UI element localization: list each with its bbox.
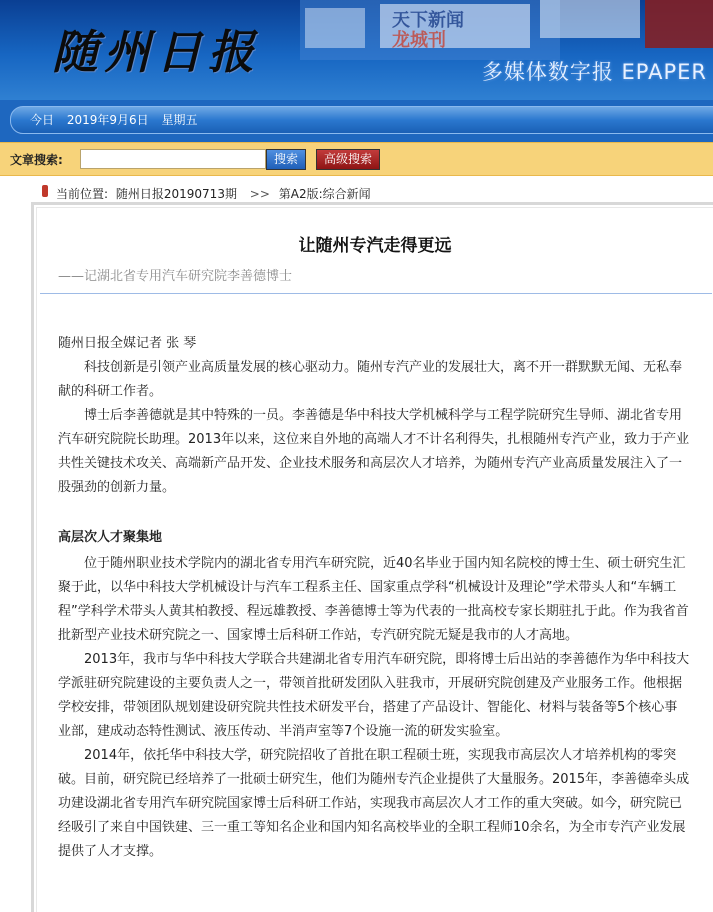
advanced-search-button[interactable]: 高级搜索: [316, 149, 380, 170]
article-search-bar: [0, 142, 713, 176]
today-label: 今日: [30, 113, 55, 127]
breadcrumb-text: [56, 185, 375, 202]
article-title: 让随州专汽走得更远: [298, 236, 452, 256]
article-paragraph: 2013年，我市与华中科技大学联合共建湖北省专用汽车研究院，即将博士后出站的李善德作为华中科技大学派驻研究院建设的主要负责人之一，带领首批研发团队入驻我市，开展研究院创建及产业服务工作。他根据学校安排，带领团队规划建设研究院共性技术研发平台，搭建了产品设计、智能化、材料与装备等5个核心事业部，建成动态特性测试、液压传动、半消声室等7个设施一流的研发实验室。: [58, 652, 690, 739]
collage-headline-2: 龙城刊: [392, 30, 446, 51]
masthead-banner: [0, 0, 713, 100]
search-button[interactable]: 搜索: [266, 149, 306, 170]
article-paragraph: 2014年，依托华中科技大学，研究院招收了首批在职工程硕士班，实现我市高层次人才培养机构的零突破。目前，研究院已经培养了一批硕士研究生，他们为随州专汽企业提供了大量服务。2015年，李善德牵头成功建设湖北省专用汽车研究院国家博士后科研工作站，实现我市高层次人才工作的重大突破。如今，研究院已经吸引了来自中国铁建、三一重工等知名企业和国内知名高校毕业的全职工程师10余名，为全市专汽产业发展提供了人才支撑。: [58, 748, 690, 859]
article-body: [58, 332, 690, 864]
date-display: [30, 111, 207, 128]
breadcrumb-section-link[interactable]: 第A2版:综合新闻: [278, 187, 371, 201]
breadcrumb-issue-link[interactable]: 随州日报20190713期: [115, 187, 237, 201]
article-byline: 随州日报全媒记者 张 琴: [58, 336, 197, 351]
section-heading: 高层次人才聚集地: [58, 530, 163, 545]
location-pin-icon: [42, 185, 48, 197]
title-divider: [40, 293, 712, 294]
article-paragraph: 科技创新是引领产业高质量发展的核心驱动力。随州专汽产业的发展壮大，离不开一群默默无闻、无私奉献的科研工作者。: [58, 360, 683, 399]
article-frame: [31, 202, 713, 912]
article-paragraph: 位于随州职业技术学院内的湖北省专用汽车研究院，近40名毕业于国内知名院校的博士生、硕士研究生汇聚于此，以华中科技大学机械设计与汽车工程系主任、国家重点学科“机械设计及理论”学术带头人和“车辆工程”学科学术带头人黄其柏教授、程远雄教授、李善德博士等为代表的一批高校专家长期驻扎于此。作为我省首批新型产业技术研究院之一、国家博士后科研工作站，专汽研究院无疑是我市的人才高地。: [58, 556, 689, 643]
breadcrumb-prefix: 当前位置:: [56, 187, 109, 201]
site-slogan: 多媒体数字报 EPAPER: [481, 60, 707, 84]
collage-headline-1: 天下新闻: [392, 10, 464, 31]
search-input[interactable]: [80, 149, 266, 169]
article-paragraph: 博士后李善德就是其中特殊的一员。李善德是华中科技大学机械科学与工程学院研究生导师、湖北省专用汽车研究院院长助理。2013年以来，这位来自外地的高端人才不计名利得失，扎根随州专汽产业，致力于产业共性关键技术攻关、高端新产品开发、企业技术服务和高层次人才培养，为随州专汽产业高质量发展注入了一股强劲的创新力量。: [58, 408, 690, 495]
site-logo[interactable]: 随州日报: [52, 25, 260, 79]
search-label: 文章搜索:: [10, 153, 63, 167]
article-subtitle: ——记湖北省专用汽车研究院李善德博士: [58, 269, 293, 284]
current-weekday: 星期五: [161, 113, 198, 127]
breadcrumb-separator: >>: [249, 187, 270, 201]
current-date: 2019年9月6日: [66, 113, 149, 127]
date-bar: [0, 100, 713, 142]
